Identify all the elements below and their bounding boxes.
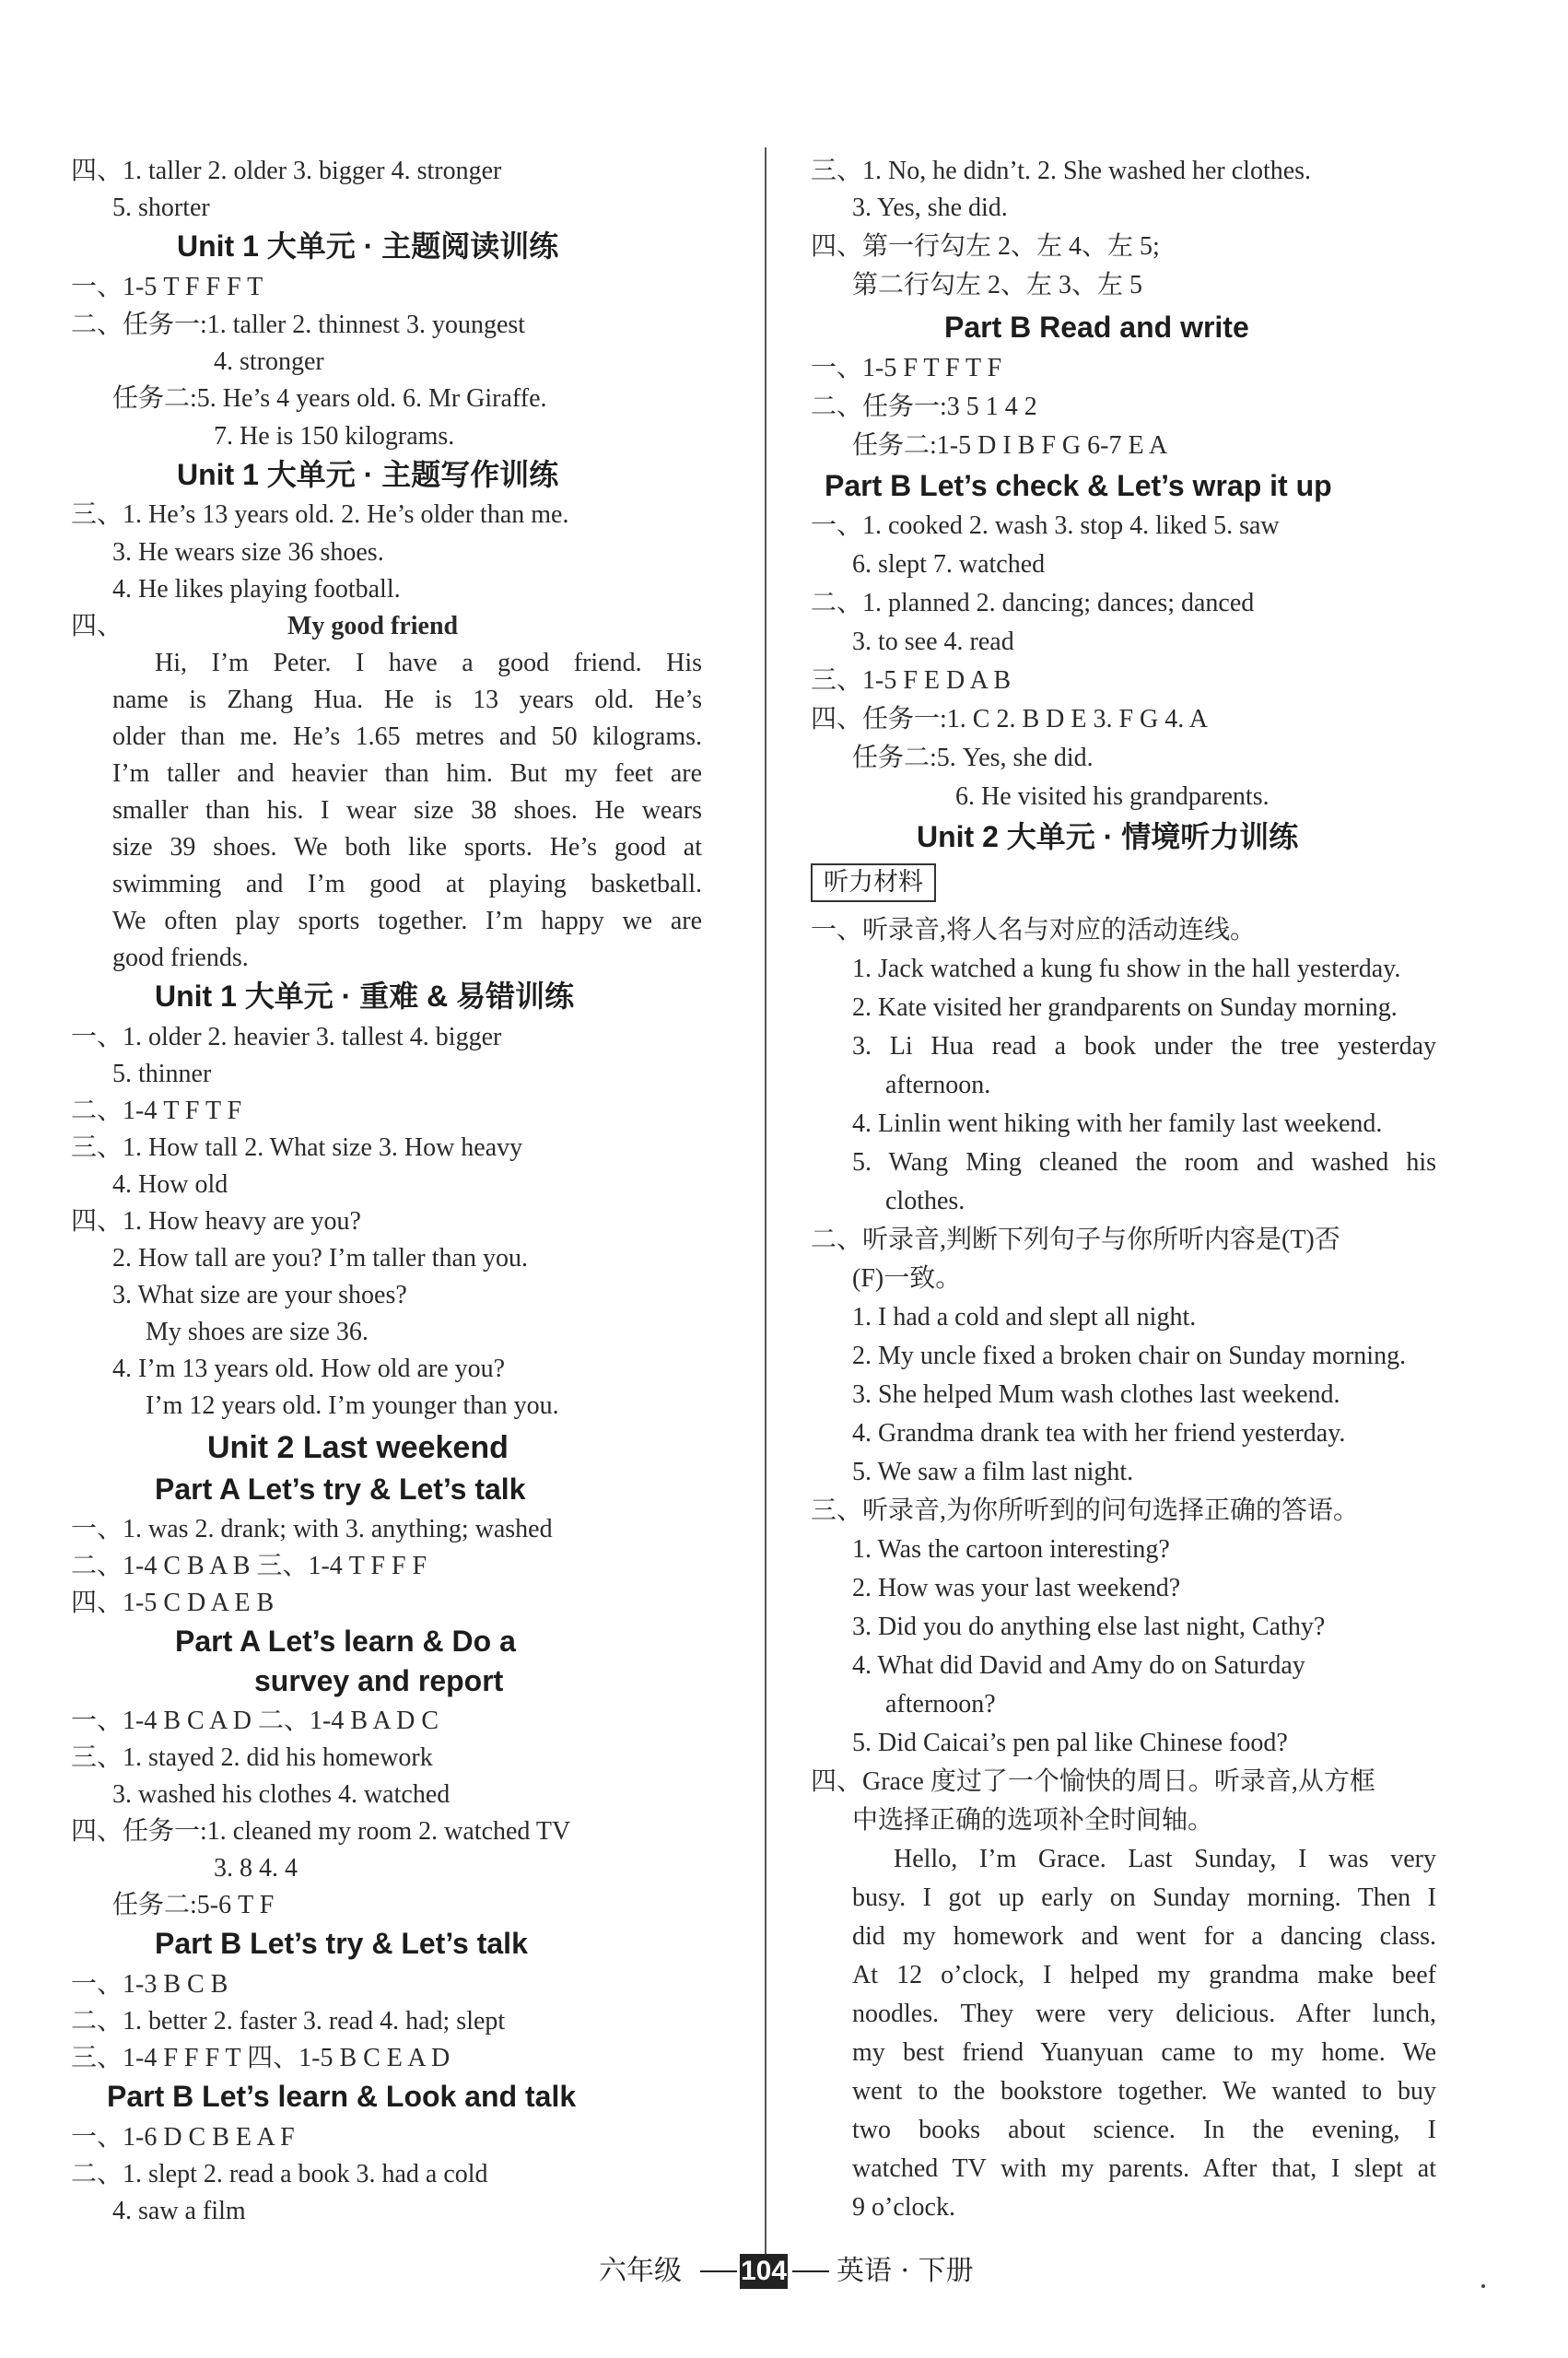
column-divider — [765, 147, 766, 2258]
answer-line: 7. He is 150 kilograms. — [214, 422, 455, 451]
answer-line: 3. washed his clothes 4. watched — [112, 1780, 451, 1809]
passage-line: two books about science. In the evening, I — [852, 2116, 1436, 2144]
answer-line: 6. slept 7. watched — [852, 550, 1046, 579]
answer-line: 任务二:5. He’s 4 years old. 6. Mr Giraffe. — [112, 384, 547, 413]
essay-title: My good friend — [287, 612, 459, 640]
question-line: 四、Grace 度过了一个愉快的周日。听录音,从方框 — [811, 1767, 1375, 1796]
answer-line: 二、1. better 2. faster 3. read 4. had; slept — [71, 2007, 506, 2035]
answer-line: 第二行勾左 2、左 3、左 5 — [852, 271, 1143, 299]
script-line: 3. She helped Mum wash clothes last weekend. — [852, 1380, 1340, 1409]
answer-line: 二、任务一:1. taller 2. thinnest 3. youngest — [71, 311, 526, 339]
question-line: 一、听录音,将人名与对应的活动连线。 — [811, 916, 1257, 944]
answer-line: 4. He likes playing football. — [112, 575, 401, 604]
section-heading: Part A Let’s try & Let’s talk — [155, 1472, 526, 1506]
section-heading: Part B Let’s learn & Look and talk — [107, 2080, 577, 2113]
script-line: 5. We saw a film last night. — [852, 1458, 1134, 1486]
essay-line: I’m taller and heavier than him. But my feet are — [112, 759, 702, 788]
unit-heading: Unit 2 Last weekend — [207, 1430, 509, 1465]
section-heading: Part B Let’s try & Let’s talk — [155, 1927, 528, 1960]
answer-line: 二、1-4 C B A B 三、1-4 T F F F — [71, 1552, 427, 1580]
question-line: 二、听录音,判断下列句子与你所听内容是(T)否 — [811, 1226, 1340, 1254]
script-line: afternoon. — [885, 1071, 991, 1099]
essay-line: smaller than his. I wear size 38 shoes. He wears — [112, 796, 702, 825]
answer-line: 3. to see 4. read — [852, 628, 1014, 656]
answer-line: 一、1. cooked 2. wash 3. stop 4. liked 5. saw — [811, 511, 1280, 540]
essay-line: name is Zhang Hua. He is 13 years old. He’s — [112, 686, 702, 714]
footer-dash — [792, 2270, 829, 2272]
passage-line: 9 o’clock. — [852, 2193, 955, 2222]
answer-line: 4. stronger — [214, 347, 324, 376]
answer-line: 四、任务一:1. C 2. B D E 3. F G 4. A — [811, 705, 1208, 733]
answer-line: 四、1-5 C D A E B — [71, 1589, 275, 1617]
footer-dash — [700, 2270, 737, 2272]
answer-line: I’m 12 years old. I’m younger than you. — [146, 1391, 559, 1420]
answer-line: 三、1-4 F F F T 四、1-5 B C E A D — [71, 2044, 451, 2072]
answer-line: 二、1. planned 2. dancing; dances; danced — [811, 589, 1255, 617]
script-line: 2. How was your last weekend? — [852, 1574, 1181, 1602]
essay-line: Hi, I’m Peter. I have a good friend. His — [155, 649, 702, 677]
essay-line: older than me. He’s 1.65 metres and 50 kilograms. — [112, 722, 702, 751]
listening-material-label: 听力材料 — [811, 863, 936, 902]
script-line: 3. Li Hua read a book under the tree yesterday — [852, 1032, 1436, 1061]
answer-line: My shoes are size 36. — [146, 1318, 369, 1346]
answer-line: 一、1-5 T F F F T — [71, 273, 263, 301]
passage-line: watched TV with my parents. After that, I slept at — [852, 2154, 1436, 2183]
page-footer — [0, 2248, 1568, 2294]
passage-line: At 12 o’clock, I helped my grandma make beef — [852, 1961, 1436, 1989]
answer-line: 一、1-5 F T F T F — [811, 354, 1002, 382]
answer-line: 4. I’m 13 years old. How old are you? — [112, 1355, 506, 1383]
section-heading: Part A Let’s learn & Do a — [175, 1625, 516, 1658]
stray-mark — [1481, 2284, 1485, 2288]
answer-line: 一、1-6 D C B E A F — [71, 2123, 295, 2152]
answer-line: 3. Yes, she did. — [852, 194, 1008, 222]
answer-line: 6. He visited his grandparents. — [955, 782, 1270, 811]
section-heading: Unit 1 大单元 · 重难 & 易错训练 — [155, 980, 575, 1013]
answer-line: 一、1-4 B C A D 二、1-4 B A D C — [71, 1707, 439, 1735]
subject-label: 英语 · 下册 — [837, 2255, 974, 2287]
script-line: 2. My uncle fixed a broken chair on Sunday morning. — [852, 1342, 1407, 1370]
passage-line: Hello, I’m Grace. Last Sunday, I was very — [894, 1845, 1436, 1873]
passage-line: noodles. They were very delicious. After lunch, — [852, 2000, 1436, 2028]
section-heading: survey and report — [254, 1664, 504, 1697]
answer-line: 4. How old — [112, 1170, 228, 1199]
script-line: 4. Linlin went hiking with her family last weekend. — [852, 1109, 1383, 1138]
answer-line: 5. shorter — [112, 194, 210, 222]
essay-line: good friends. — [112, 944, 249, 972]
answer-line: 5. thinner — [112, 1060, 212, 1088]
answer-line: 四、1. How heavy are you? — [71, 1207, 361, 1236]
script-line: 5. Did Caicai’s pen pal like Chinese food? — [852, 1729, 1288, 1757]
answer-line: 一、1-3 B C B — [71, 1970, 228, 1999]
grade-label: 六年级 — [599, 2255, 682, 2287]
question-line: (F)一致。 — [852, 1264, 962, 1293]
answer-line: 二、1-4 T F T F — [71, 1097, 242, 1125]
script-line: 4. What did David and Amy do on Saturday — [852, 1651, 1305, 1680]
answer-line: 三、1. He’s 13 years old. 2. He’s older than me. — [71, 500, 569, 529]
answer-line: 任务二:5-6 T F — [112, 1891, 275, 1919]
passage-line: went to the bookstore together. We wanted to buy — [852, 2077, 1436, 2106]
question-line: 中选择正确的选项补全时间轴。 — [852, 1806, 1214, 1835]
answer-line: 4. saw a film — [112, 2197, 246, 2225]
passage-line: did my homework and went for a dancing class. — [852, 1922, 1436, 1951]
script-line: clothes. — [885, 1187, 965, 1215]
answer-line: 二、任务一:3 5 1 4 2 — [811, 393, 1037, 421]
answer-line: 3. What size are your shoes? — [112, 1281, 407, 1309]
answer-line: 任务二:1-5 D I B F G 6-7 E A — [852, 431, 1168, 460]
answer-line: 三、1. stayed 2. did his homework — [71, 1743, 433, 1772]
script-line: 5. Wang Ming cleaned the room and washed his — [852, 1148, 1436, 1177]
section-heading: Unit 2 大单元 · 情境听力训练 — [917, 820, 1299, 853]
script-line: 4. Grandma drank tea with her friend yesterday. — [852, 1419, 1346, 1448]
script-line: afternoon? — [885, 1690, 996, 1719]
answer-line: 四、 — [71, 612, 123, 640]
answer-line: 二、1. slept 2. read a book 3. had a cold — [71, 2160, 488, 2188]
answer-line: 3. He wears size 36 shoes. — [112, 538, 384, 567]
answer-line: 一、1. older 2. heavier 3. tallest 4. bigger — [71, 1023, 502, 1051]
answer-line: 四、任务一:1. cleaned my room 2. watched TV — [71, 1817, 571, 1846]
answer-line: 三、1. No, he didn’t. 2. She washed her clothes. — [811, 157, 1312, 185]
answer-line: 三、1. How tall 2. What size 3. How heavy — [71, 1133, 523, 1162]
question-line: 三、听录音,为你所听到的问句选择正确的答语。 — [811, 1496, 1360, 1525]
answer-line: 四、第一行勾左 2、左 4、左 5; — [811, 232, 1160, 261]
answer-line: 三、1-5 F E D A B — [811, 666, 1012, 695]
answer-line: 一、1. was 2. drank; with 3. anything; washed — [71, 1515, 553, 1543]
answer-line: 3. 8 4. 4 — [214, 1854, 298, 1883]
script-line: 2. Kate visited her grandparents on Sunday morning. — [852, 993, 1398, 1022]
script-line: 1. I had a cold and slept all night. — [852, 1303, 1197, 1332]
script-line: 1. Jack watched a kung fu show in the hall yesterday. — [852, 955, 1401, 983]
answer-line: 2. How tall are you? I’m taller than you. — [112, 1244, 528, 1273]
script-line: 1. Was the cartoon interesting? — [852, 1535, 1170, 1564]
essay-line: swimming and I’m good at playing basketball. — [112, 870, 702, 898]
section-heading: Part B Let’s check & Let’s wrap it up — [825, 469, 1332, 502]
passage-line: my best friend Yuanyuan came to my home. We — [852, 2038, 1436, 2067]
answer-line: 四、1. taller 2. older 3. bigger 4. stronger — [71, 157, 502, 185]
answer-line: 任务二:5. Yes, she did. — [852, 744, 1094, 772]
script-line: 3. Did you do anything else last night, Cathy? — [852, 1613, 1326, 1641]
essay-line: size 39 shoes. We both like sports. He’s good at — [112, 833, 702, 862]
passage-line: busy. I got up early on Sunday morning. Then I — [852, 1883, 1436, 1912]
page-number: 104 — [740, 2254, 788, 2289]
section-heading: Part B Read and write — [944, 311, 1249, 344]
section-heading: Unit 1 大单元 · 主题阅读训练 — [177, 229, 559, 263]
section-heading: Unit 1 大单元 · 主题写作训练 — [177, 458, 559, 491]
essay-line: We often play sports together. I’m happy we are — [112, 907, 702, 935]
